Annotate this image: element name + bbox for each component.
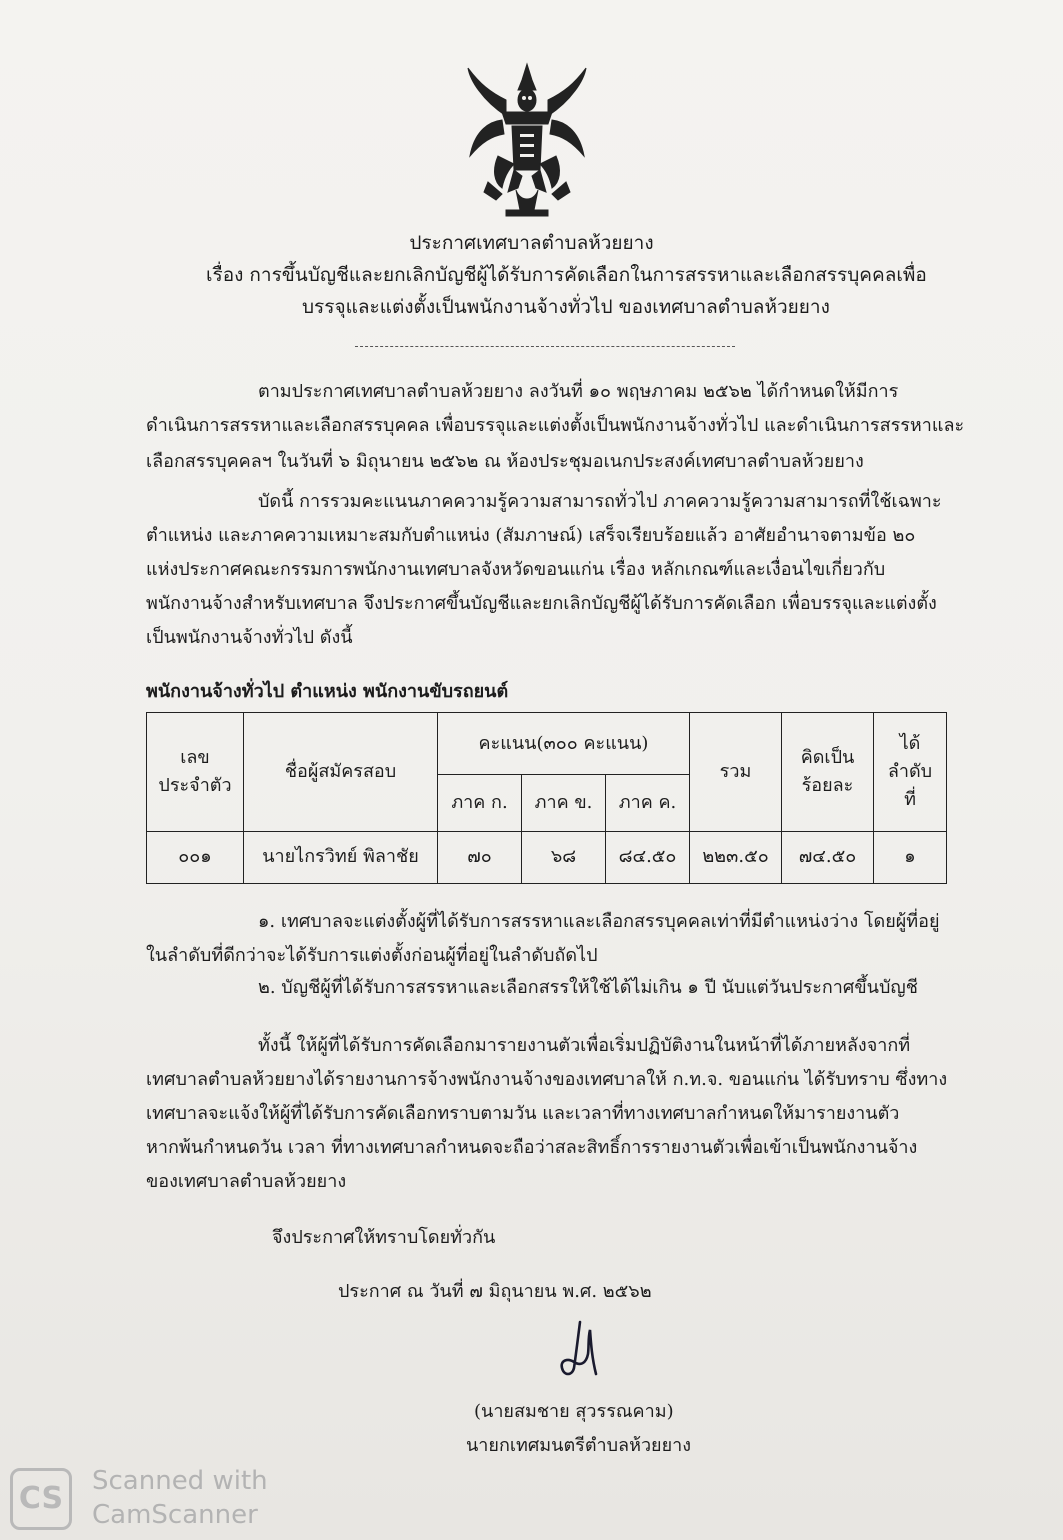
subject-line-1: เรื่อง การขึ้นบัญชีและยกเลิกบัญชีผู้ได้รับการคัดเลือกในการสรรหาและเลือกสรรบุคคลเพื่อ xyxy=(206,264,927,286)
subject-line-2: บรรจุและแต่งตั้งเป็นพนักงานจ้างทั่วไป ของเทศบาลตำบลห้วยยาง xyxy=(302,296,830,318)
closing-line-2: เทศบาลตำบลห้วยยางได้รายงานการจ้างพนักงานจ้างของเทศบาลให้ ก.ท.จ. ขอนแก่น ได้รับทราบ ซึ่งทาง xyxy=(146,1069,948,1090)
header-part-c: ภาค ค. xyxy=(606,775,690,831)
header-total: รวม xyxy=(690,713,782,832)
camscanner-logo-icon: CS xyxy=(10,1468,72,1530)
score-table xyxy=(146,712,947,884)
announce-text: จึงประกาศให้ทราบโดยทั่วกัน xyxy=(272,1227,496,1248)
closing-line-5: ของเทศบาลตำบลห้วยยาง xyxy=(146,1171,347,1192)
body-line-3: แห่งประกาศคณะกรรมการพนักงานเทศบาลจังหวัดขอนแก่น เรื่อง หลักเกณฑ์และเงื่อนไขเกี่ยวกับ xyxy=(146,559,886,580)
signer-name: (นายสมชาย สุวรรณคาม) xyxy=(474,1401,674,1422)
cell-part-b: ๖๘ xyxy=(522,831,606,883)
cell-part-a: ๗๐ xyxy=(438,831,522,883)
signature-icon xyxy=(556,1318,606,1380)
header-part-a: ภาค ก. xyxy=(438,775,522,831)
cell-percent: ๗๔.๕๐ xyxy=(782,831,874,883)
header-score-group: คะแนน(๓๐๐ คะแนน) xyxy=(438,713,690,775)
watermark-line-1: Scanned with xyxy=(92,1466,268,1496)
header-percent: คิดเป็น ร้อยละ xyxy=(782,713,874,832)
body-line-1: บัดนี้ การรวมคะแนนภาคความรู้ความสามารถทั่วไป ภาคความรู้ความสามารถที่ใช้เฉพาะ xyxy=(258,491,942,512)
header-divider xyxy=(355,346,735,347)
cell-name: นายไกรวิทย์ พิลาชัย xyxy=(244,831,438,883)
cell-id: ๐๐๑ xyxy=(147,831,244,883)
body-line-2: ตำแหน่ง และภาคความเหมาะสมกับตำแหน่ง (สัมภาษณ์) เสร็จเรียบร้อยแล้ว อาศัยอำนาจตามข้อ ๒๐ xyxy=(146,525,916,546)
table-row xyxy=(147,831,947,883)
header-name: ชื่อผู้สมัครสอบ xyxy=(244,713,438,832)
announcement-org: ประกาศเทศบาลตำบลห้วยยาง xyxy=(409,232,654,254)
intro-line-1: ตามประกาศเทศบาลตำบลห้วยยาง ลงวันที่ ๑๐ พฤษภาคม ๒๕๖๒ ได้กำหนดให้มีการ xyxy=(258,381,899,402)
closing-line-4: หากพ้นกำหนดวัน เวลา ที่ทางเทศบาลกำหนดจะถือว่าสละสิทธิ์การรายงานตัวเพื่อเข้าเป็นพนักงานจ้าง xyxy=(146,1137,918,1158)
cell-rank: ๑ xyxy=(874,831,947,883)
body-line-4: พนักงานจ้างสำหรับเทศบาล จึงประกาศขึ้นบัญชีและยกเลิกบัญชีผู้ได้รับการคัดเลือก เพื่อบรรจุและแต่งตั้ง xyxy=(146,593,937,614)
header-rank: ได้ ลำดับ ที่ xyxy=(874,713,947,832)
position-heading: พนักงานจ้างทั่วไป ตำแหน่ง พนักงานขับรถยนต์ xyxy=(146,681,509,702)
cell-part-c: ๘๔.๕๐ xyxy=(606,831,690,883)
closing-line-1: ทั้งนี้ ให้ผู้ที่ได้รับการคัดเลือกมารายงานตัวเพื่อเริ่มปฏิบัติงานในหน้าที่ได้ภายหลังจากที่ xyxy=(258,1035,911,1056)
closing-line-3: เทศบาลจะแจ้งให้ผู้ที่ได้รับการคัดเลือกทราบตามวัน และเวลาที่ทางเทศบาลกำหนดให้มารายงานตัว xyxy=(146,1103,900,1124)
note-line-3: ๒. บัญชีผู้ที่ได้รับการสรรหาและเลือกสรรให้ใช้ได้ไม่เกิน ๑ ปี นับแต่วันประกาศขึ้นบัญชี xyxy=(258,977,918,998)
cell-total: ๒๒๓.๕๐ xyxy=(690,831,782,883)
note-line-1: ๑. เทศบาลจะแต่งตั้งผู้ที่ได้รับการสรรหาและเลือกสรรบุคคลเท่าที่มีตำแหน่งว่าง โดยผู้ที่อยู่ xyxy=(258,911,940,932)
watermark-line-2: CamScanner xyxy=(92,1500,258,1530)
header-id: เลข ประจำตัว xyxy=(147,713,244,832)
signer-title: นายกเทศมนตรีตำบลห้วยยาง xyxy=(466,1435,692,1456)
body-line-5: เป็นพนักงานจ้างทั่วไป ดังนี้ xyxy=(146,627,353,648)
note-line-2: ในลำดับที่ดีกว่าจะได้รับการแต่งตั้งก่อนผู้ที่อยู่ในลำดับถัดไป xyxy=(146,945,598,966)
date-line: ประกาศ ณ วันที่ ๗ มิถุนายน พ.ศ. ๒๕๖๒ xyxy=(338,1281,652,1302)
intro-line-2: ดำเนินการสรรหาและเลือกสรรบุคคล เพื่อบรรจุและแต่งตั้งเป็นพนักงานจ้างทั่วไป และดำเนินการสรรหาและ xyxy=(146,415,965,436)
intro-line-3: เลือกสรรบุคคลฯ ในวันที่ ๖ มิถุนายน ๒๕๖๒ ณ ห้องประชุมอเนกประสงค์เทศบาลตำบลห้วยยาง xyxy=(146,451,864,472)
header-part-b: ภาค ข. xyxy=(522,775,606,831)
garuda-emblem-icon xyxy=(462,60,592,220)
